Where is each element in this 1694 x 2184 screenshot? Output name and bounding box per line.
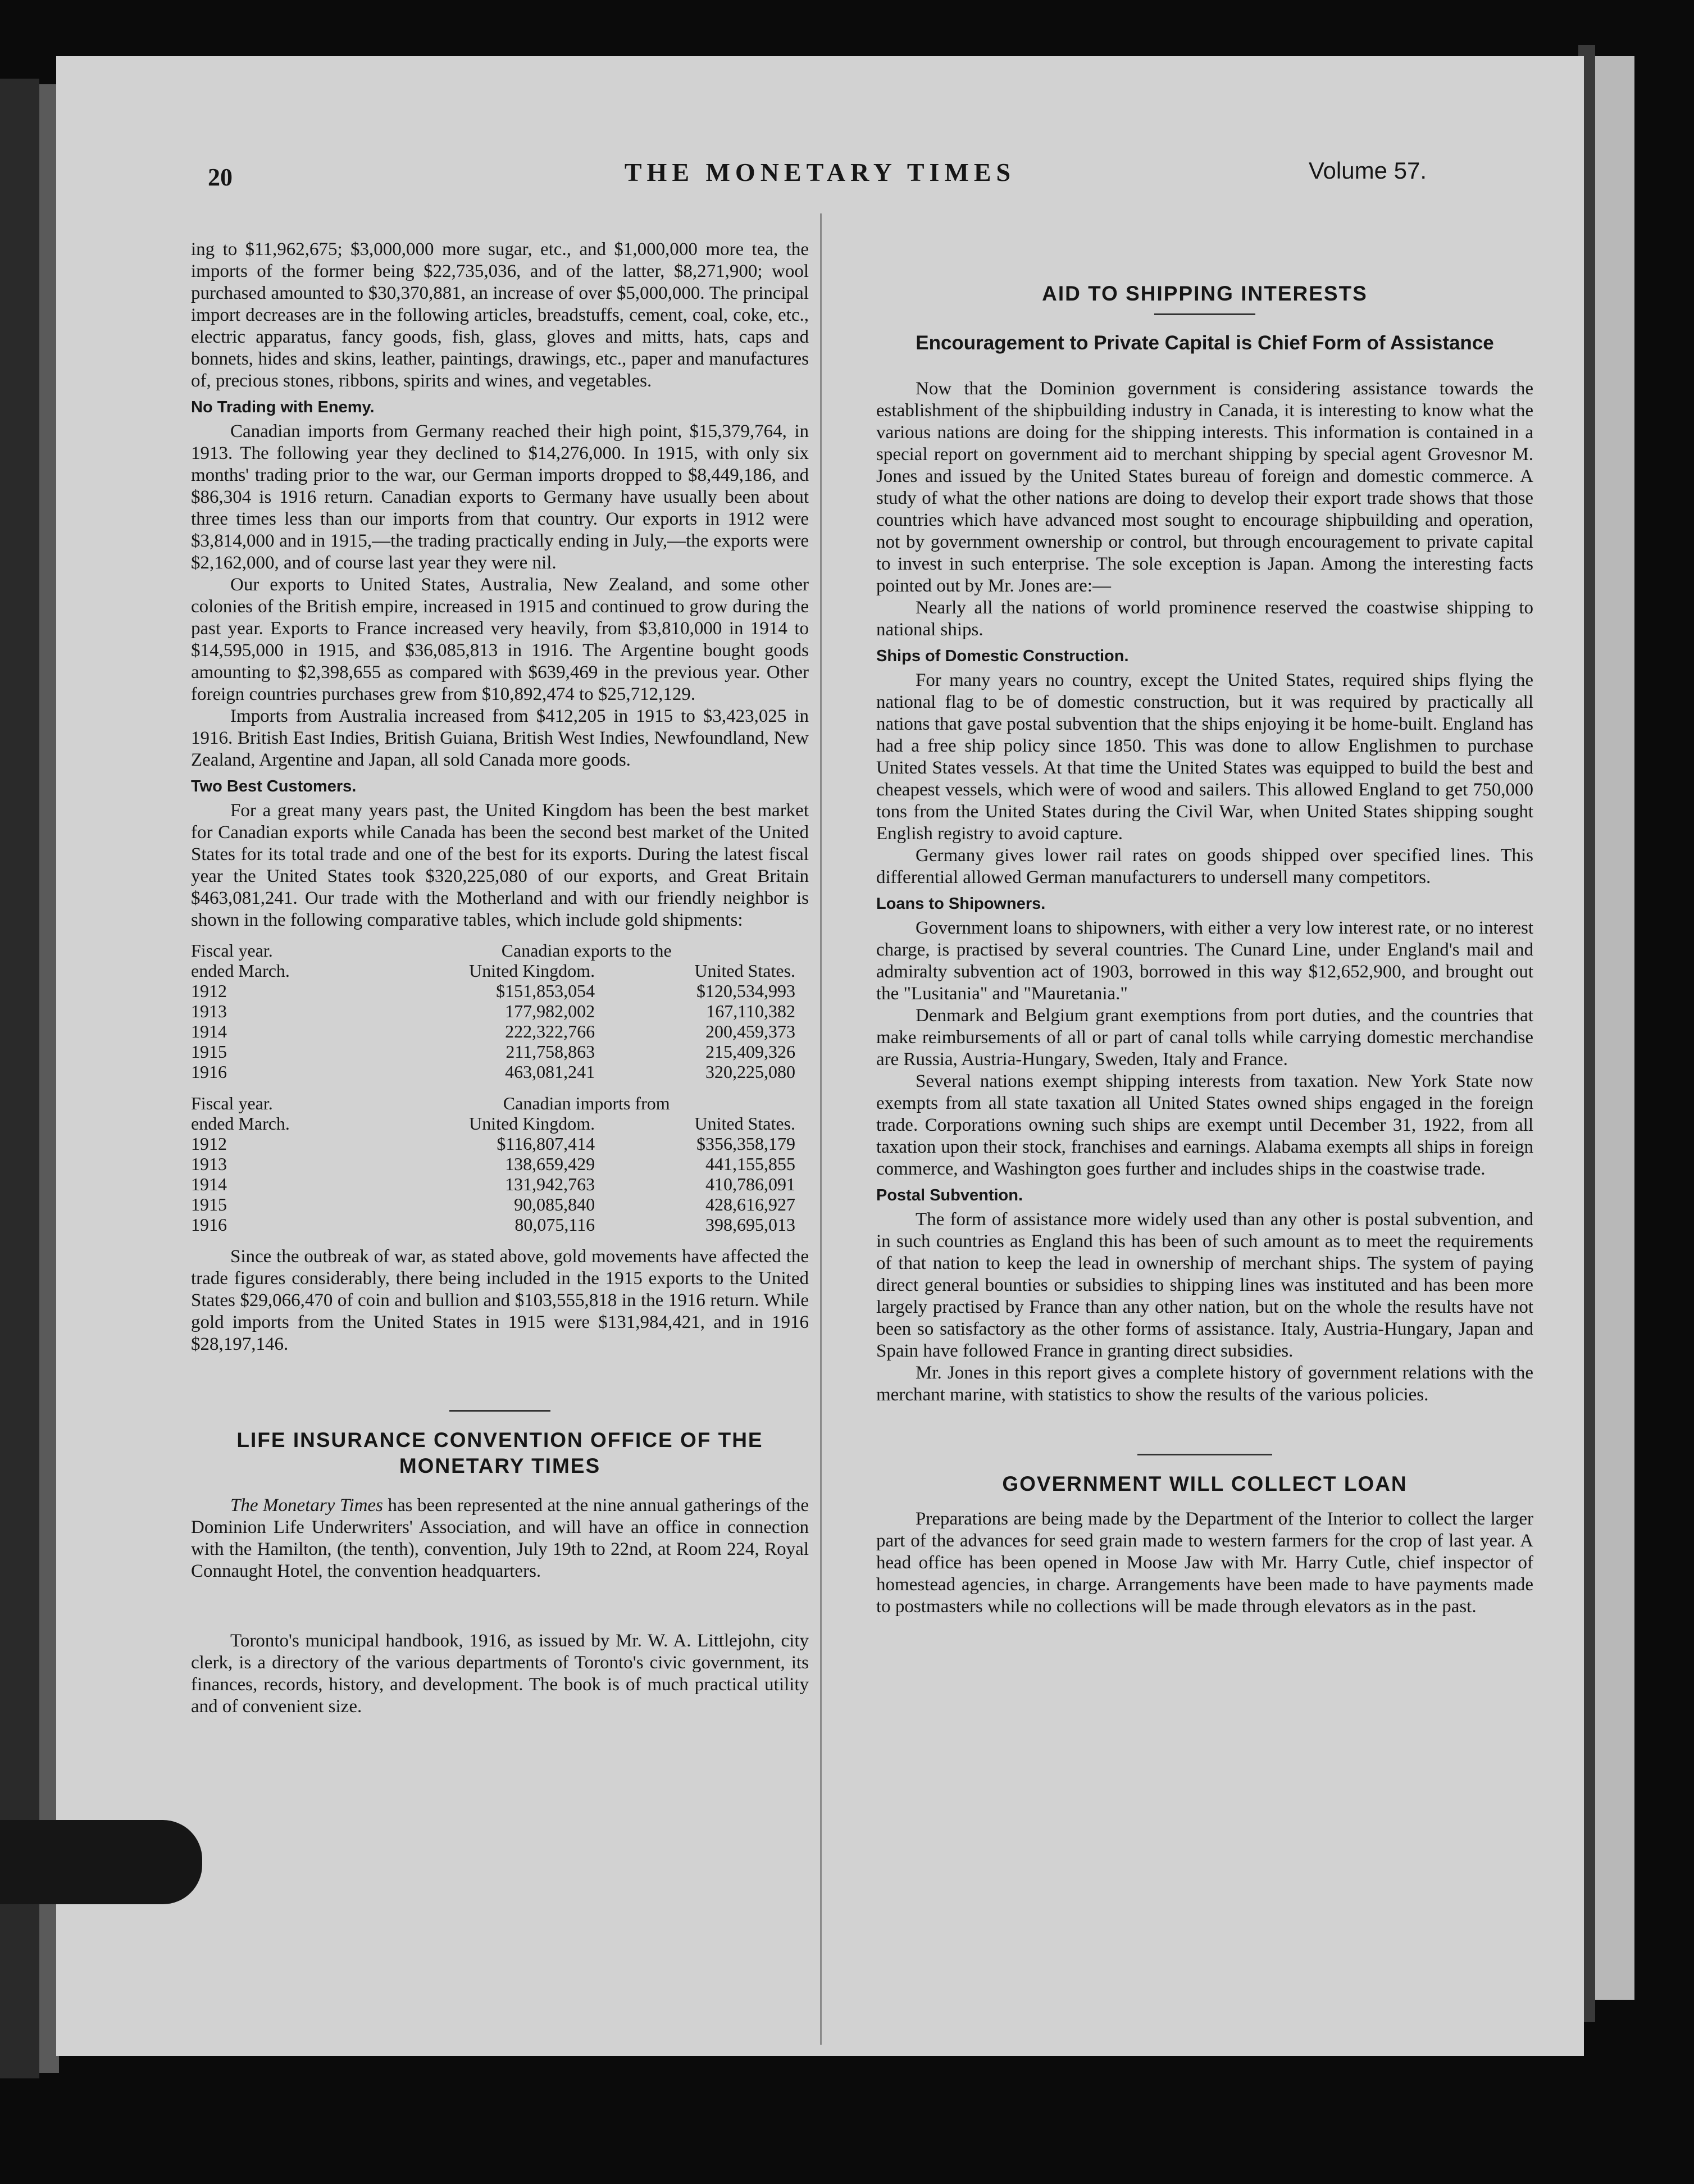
article-paragraph-handbook: Toronto's municipal handbook, 1916, as issued by Mr. W. A. Littlejohn, city clerk, is a directory of the various departments of Toronto's civic government, its finances, records, history, and development. The book is of much practical utility and of convenient size.	[191, 1631, 809, 1717]
table-year: 1913	[191, 1154, 227, 1174]
table-cell-uk: 211,758,863	[506, 1041, 595, 1062]
volume-label: Volume 57.	[1308, 157, 1427, 184]
paragraph: Government loans to shipowners, with either a very low interest rate, or no interest charge, is practised by several countries. The Cunard Line, under England's mail and admiralty subvention act of 1903, borrowed in this way $12,652,900, and brought out the "Lusitania" and "Mauretania."	[876, 918, 1533, 1004]
table-row	[191, 1214, 809, 1235]
table-cell-uk: $116,807,414	[497, 1134, 595, 1154]
next-page-edge	[1595, 56, 1634, 2000]
table-row	[191, 1062, 809, 1082]
page-number: 20	[208, 163, 233, 191]
subheading-domestic-construction: Ships of Domestic Construction.	[876, 647, 1129, 665]
right-column	[876, 281, 1533, 1618]
table-row	[191, 1041, 809, 1062]
paragraph: Denmark and Belgium grant exemptions from port duties, and the countries that make reimbursements of all or part of canal tolls while carrying domestic merchandise are Russia, Austria-Hungary, Sweden, Italy and France.	[876, 1005, 1533, 1070]
paragraph: Germany gives lower rail rates on goods shipped over specified lines. This differential allowed German manufacturers to undersell many competitors.	[876, 845, 1533, 888]
table-cell-us: 398,695,013	[705, 1214, 795, 1235]
table-cell-uk: 177,982,002	[505, 1001, 595, 1021]
intro-paragraph: ing to $11,962,675; $3,000,000 more sugar, etc., and $1,000,000 more tea, the imports of the former being $22,735,036, and of the latter, $8,271,900; wool purchased amounted to $30,370,881, an increase of over $5,000,000. The principal import decreases are in the following articles, breadstuffs, cement, coal, coke, etc., electric apparatus, fancy goods, fish, glass, gloves and mitts, hats, caps and bonnets, hides and skins, leather, paintings, drawings, etc., paper and manufactures of, precious stones, ribbons, spirits and wines, and vegetables.	[191, 239, 809, 391]
table-cell-us: 428,616,927	[705, 1194, 795, 1214]
title-rule	[1154, 313, 1255, 315]
subheading-loans: Loans to Shipowners.	[876, 895, 1046, 913]
table-cell-us: 320,225,080	[705, 1062, 795, 1082]
left-column	[191, 239, 809, 1718]
table-cell-uk: 80,075,116	[514, 1214, 595, 1235]
table-row	[191, 1174, 809, 1194]
table-row	[191, 981, 809, 1001]
table-row	[191, 1194, 809, 1214]
table-cell-uk: 222,322,766	[505, 1021, 595, 1041]
table-year: 1914	[191, 1174, 227, 1194]
table-cell-uk: 463,081,241	[505, 1062, 595, 1082]
book-binding-edge	[0, 79, 39, 2078]
paragraph: Nearly all the nations of world prominence reserved the coastwise shipping to national ships.	[876, 598, 1533, 640]
paragraph: Several nations exempt shipping interests from taxation. New York State now exempts from all state taxation all United States owned ships engaged in the foreign trade. Corporations owning such ships are exempt until December 31, 1922, from all taxation upon their stock, franchises and earnings. Alabama exempts all ships in foreign commerce, and Washington goes further and includes ships in the coastwise trade.	[876, 1071, 1533, 1179]
table-cell-uk: $151,853,054	[496, 981, 595, 1001]
page-header	[56, 157, 1584, 197]
table-year: 1916	[191, 1062, 227, 1082]
table-caption: Canadian imports from	[503, 1093, 670, 1113]
paragraph: Mr. Jones in this report gives a complete history of government relations with the merchant marine, with statistics to show the results of the various policies.	[876, 1363, 1533, 1405]
table-year: 1916	[191, 1214, 227, 1235]
paragraph: For many years no country, except the United States, required ships flying the national flag to be of domestic construction, but it was required by practically all nations that gave postal subvention that the ships enjoying it be home-built. England has had a free ship policy since 1850. This was done to allow Englishmen to purchase United States vessels. At that time the United States was equipped to build the best and cheapest vessels, which were of wood and sailers. This allowed England to get 750,000 tons from the United States during the Civil War, when United States shipping sought English registry to avoid capture.	[876, 670, 1533, 844]
table-cell-us: 167,110,382	[706, 1001, 795, 1021]
table-header-us: United States.	[694, 1113, 795, 1134]
table-row	[191, 1134, 809, 1154]
table-cell-us: 200,459,373	[705, 1021, 795, 1041]
article-text: has been represented at the nine annual gatherings of the Dominion Life Underwriters' Association, and will have an office in connection with the Hamilton, (the tenth), convention, July 19th to 22nd, at Room 224, Royal Connaught Hotel, the convention headquarters.	[191, 1495, 809, 1581]
article-title-life-insurance: LIFE INSURANCE CONVENTION OFFICE OF THE MONETARY TIMES	[236, 1428, 763, 1477]
publication-name: The Monetary Times	[230, 1495, 383, 1516]
table-year: 1915	[191, 1041, 227, 1062]
subheading-two-best-customers: Two Best Customers.	[191, 777, 357, 795]
column-divider	[820, 213, 822, 2045]
article-title-government-loan: GOVERNMENT WILL COLLECT LOAN	[1002, 1472, 1408, 1495]
table-header-uk: United Kingdom.	[469, 1113, 595, 1134]
imports-table	[191, 1093, 809, 1235]
table-cell-us: $120,534,993	[696, 981, 795, 1001]
table-cell-us: 441,155,855	[705, 1154, 795, 1174]
table-header-fiscal: Fiscal year.	[191, 940, 273, 961]
table-year: 1913	[191, 1001, 227, 1021]
exports-table	[191, 940, 809, 1082]
table-row	[191, 1021, 809, 1041]
table-year: 1912	[191, 981, 227, 1001]
subheading-postal-subvention: Postal Subvention.	[876, 1186, 1023, 1204]
table-cell-uk: 131,942,763	[505, 1174, 595, 1194]
paragraph: Canadian imports from Germany reached their high point, $15,379,764, in 1913. The following year they declined to $14,276,000. In 1915, with only six months' trading prior to the war, our German imports dropped to $8,449,186, and $86,304 is 1916 return. Canadian exports to Germany have usually been about three times less than our imports from that country. Our exports in 1912 were $3,814,000 and in 1915,—the trading practically ending in July,—the exports were $2,162,000, and of course last year they were nil.	[191, 421, 809, 573]
paragraph: Our exports to United States, Australia, New Zealand, and some other colonies of the British empire, increased in 1915 and continued to grow during the past year. Exports to France increased very heavily, from $3,810,000 in 1914 to $14,595,000 in 1915, and $36,085,813 in 1916. The Argentine bought goods amounting to $2,398,655 as compared with $639,469 in the previous year. Other foreign countries purchases grew from $10,892,474 to $25,712,129.	[191, 575, 809, 704]
paragraph: Since the outbreak of war, as stated above, gold movements have affected the trade figures considerably, there being included in the 1915 exports to the United States $29,066,470 of coin and bullion and $103,555,818 in the 1916 return. While gold imports from the United States in 1915 were $131,984,421, and in 1916 $28,197,146.	[191, 1246, 809, 1354]
section-rule	[1137, 1454, 1272, 1455]
masthead: THE MONETARY TIMES	[624, 158, 1016, 186]
table-year: 1915	[191, 1194, 227, 1214]
table-row	[191, 1001, 809, 1021]
paragraph: For a great many years past, the United Kingdom has been the best market for Canadian exports while Canada has been the second best market of the United States for its total trade and one of the best for its exports. During the latest fiscal year the United States took $320,225,080 of our exports, and Great Britain $463,081,241. Our trade with the Motherland and with our friendly neighbor is shown in the following comparative tables, which include gold shipments:	[191, 800, 809, 930]
article-title-shipping: AID TO SHIPPING INTERESTS	[1042, 282, 1368, 305]
section-rule	[449, 1410, 550, 1412]
page-clip	[0, 1820, 202, 1904]
table-header-ended: ended March.	[191, 961, 290, 981]
table-header-fiscal: Fiscal year.	[191, 1093, 273, 1113]
table-cell-us: 410,786,091	[705, 1174, 795, 1194]
table-row	[191, 1154, 809, 1174]
paragraph: Preparations are being made by the Department of the Interior to collect the larger part of the advances for seed grain made to western farmers for the crop of last year. A head office has been opened in Moose Jaw with Mr. Harry Cutle, chief inspector of homestead agencies, in charge. Arrangements have been made to have payments made to postmasters while no collections will be made through elevators as in the past.	[876, 1509, 1533, 1617]
table-header-us: United States.	[694, 961, 795, 981]
article-subtitle: Encouragement to Private Capital is Chief Form of Assistance	[916, 332, 1494, 354]
table-caption: Canadian exports to the	[501, 940, 672, 961]
table-header-ended: ended March.	[191, 1113, 290, 1134]
table-cell-us: $356,358,179	[696, 1134, 795, 1154]
table-cell-us: 215,409,326	[705, 1041, 795, 1062]
table-cell-uk: 138,659,429	[505, 1154, 595, 1174]
article-paragraph	[191, 1495, 809, 1582]
paragraph: The form of assistance more widely used than any other is postal subvention, and in such countries as England this has been of such amount as to meet the requirements of that nation to keep the lead in ownership of merchant ships. The system of paying direct general bounties or subsidies to shipping lines was instituted and has been more largely practised by France than any other nation, but on the whole the results have not been so satisfactory as the other forms of assistance. Italy, Austria-Hungary, Japan and Spain have followed France in granting direct subsidies.	[876, 1209, 1533, 1361]
paragraph: Imports from Australia increased from $412,205 in 1915 to $3,423,025 in 1916. British East Indies, British Guiana, British West Indies, Newfoundland, New Zealand, Argentine and Japan, all sold Canada more goods.	[191, 706, 809, 770]
newspaper-page	[56, 56, 1584, 2056]
table-year: 1914	[191, 1021, 227, 1041]
table-year: 1912	[191, 1134, 227, 1154]
subheading-no-trading: No Trading with Enemy.	[191, 398, 375, 416]
table-cell-uk: 90,085,840	[514, 1194, 595, 1214]
table-header-uk: United Kingdom.	[469, 961, 595, 981]
paragraph: Now that the Dominion government is considering assistance towards the establishment of the shipbuilding industry in Canada, it is interesting to know what the various nations are doing for the shipping interests. This information is contained in a special report on government aid to merchant shipping by special agent Grovesnor M. Jones and issued by the United States bureau of foreign and domestic commerce. A study of what the other nations are doing to develop their export trade shows that those countries which have advanced most sought to encourage shipbuilding and operation, not by government ownership or control, but through encouragement to private capital to invest in such enterprise. The sole exception is Japan. Among the interesting facts pointed out by Mr. Jones are:—	[876, 379, 1533, 596]
